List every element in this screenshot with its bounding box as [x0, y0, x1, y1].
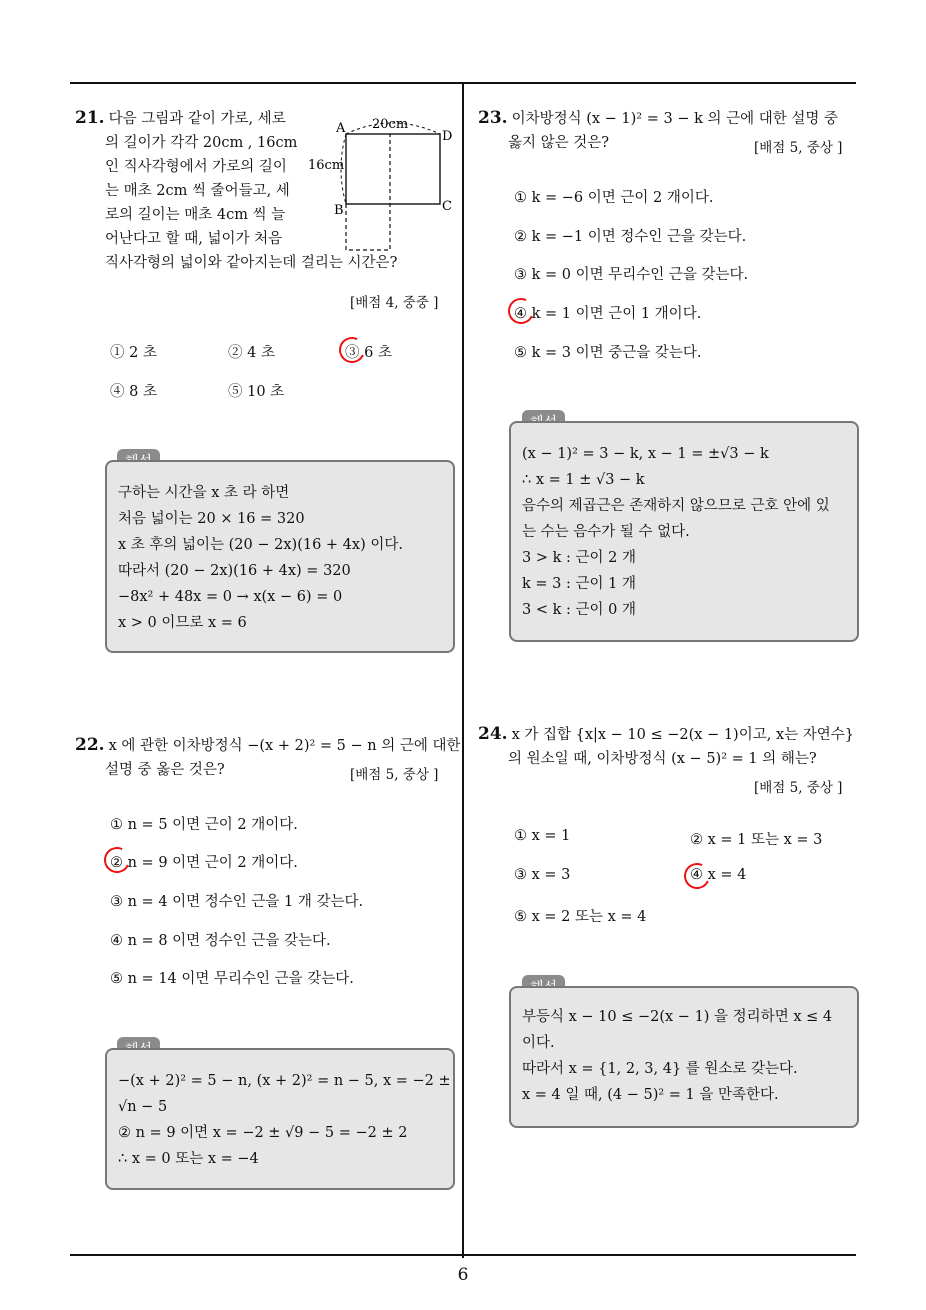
question-number: 23. [478, 108, 508, 128]
choice-1[interactable]: ① 2 초 [110, 345, 157, 361]
choice-5[interactable]: ⑤ 10 초 [228, 384, 285, 400]
choice-2[interactable]: ② n = 9 이면 근이 2 개이다. [110, 855, 298, 871]
choice-4[interactable]: ④ n = 8 이면 정수인 근을 갖는다. [110, 933, 331, 949]
question-22: 22. x 에 관한 이차방정식 −(x + 2)² = 5 − n 의 근에 대한 설명 중 옳은 것은? [75, 735, 461, 778]
score-label: [배점 5, 중상 ] [754, 140, 843, 156]
vertex-a-label: A [336, 121, 346, 136]
choice-1[interactable]: ① n = 5 이면 근이 2 개이다. [110, 817, 298, 833]
explanation-text: (x − 1)² = 3 − k, x − 1 = ±√3 − k ∴ x = 1 ± √3 − k 음수의 제곱근은 존재하지 않으므로 근호 안에 있 는 수는 음수가 될 수 없다. 3 > k : 근이 2 개 k = 3 : 근이 1 개 3 < k : 근이 0 개 [522, 446, 830, 618]
vertex-d-label: D [442, 129, 453, 144]
choice-1[interactable]: ① x = 1 [514, 828, 571, 844]
explanation-text: 구하는 시간을 x 초 라 하면 처음 넓이는 20 × 16 = 320 x 초 후의 넓이는 (20 − 2x)(16 + 4x) 이다. 따라서 (20 − 2x)(16 + 4x) = 320 −8x² + 48x = 0 → x(x − 6) = 0 x > 0 이므로 x = 6 [118, 485, 403, 631]
height-label: 16cm [308, 158, 345, 173]
choice-2[interactable]: ② k = −1 이면 정수인 근을 갖는다. [514, 229, 747, 245]
score-label: [배점 4, 중중 ] [350, 295, 439, 311]
vertex-b-label: B [334, 203, 344, 218]
score-label: [배점 5, 중상 ] [754, 780, 843, 796]
question-21: 21. 다음 그림과 같이 가로, 세로 의 길이가 각각 20cm , 16cm 인 직사각형에서 가로의 길이 는 매초 2cm 씩 줄어들고, 세 로의 길이는 매초 4cm 씩 늘 어난다고 할 때, 넓이가 처음 직사각형의 넓이와 같아지는데 걸리는 시간은? [75, 108, 398, 271]
choice-4[interactable]: ④ x = 4 [690, 867, 747, 883]
answer-circle-mark [680, 859, 713, 892]
column-divider [462, 82, 464, 1258]
question-number: 22. [75, 735, 105, 755]
choice-2[interactable]: ② 4 초 [228, 345, 275, 361]
choice-1[interactable]: ① k = −6 이면 근이 2 개이다. [514, 190, 714, 206]
vertex-c-label: C [442, 199, 452, 214]
choice-5[interactable]: ⑤ k = 3 이면 중근을 갖는다. [514, 345, 702, 361]
choice-4[interactable]: ④ 8 초 [110, 384, 157, 400]
explanation-text: −(x + 2)² = 5 − n, (x + 2)² = n − 5, x = −2 ± √n − 5 ② n = 9 이면 x = −2 ± √9 − 5 = −2 ± 2 ∴ x = 0 또는 x = −4 [118, 1073, 451, 1167]
choice-5[interactable]: ⑤ n = 14 이면 무리수인 근을 갖는다. [110, 971, 354, 987]
choice-2[interactable]: ② x = 1 또는 x = 3 [690, 832, 823, 848]
explanation-text: 부등식 x − 10 ≤ −2(x − 1) 을 정리하면 x ≤ 4 이다. 따라서 x = {1, 2, 3, 4} 를 원소로 갖는다. x = 4 일 때, (4 − 5)² = 1 을 만족한다. [522, 1009, 833, 1103]
choice-3[interactable]: ③ k = 0 이면 무리수인 근을 갖는다. [514, 267, 749, 283]
choice-4[interactable]: ④ k = 1 이면 근이 1 개이다. [514, 306, 702, 322]
question-number: 21. [75, 108, 105, 128]
choice-3[interactable]: ③ 6 초 [345, 345, 392, 361]
rectangle-figure [300, 112, 460, 258]
choice-3[interactable]: ③ n = 4 이면 정수인 근을 1 개 갖는다. [110, 894, 364, 910]
score-label: [배점 5, 중상 ] [350, 767, 439, 783]
question-24: 24. x 가 집합 {x|x − 10 ≤ −2(x − 1)이고, x는 자연수} 의 원소일 때, 이차방정식 (x − 5)² = 1 의 해는? [478, 724, 854, 767]
choice-5[interactable]: ⑤ x = 2 또는 x = 4 [514, 909, 647, 925]
page-number: 6 [457, 1265, 469, 1285]
question-number: 24. [478, 724, 508, 744]
choice-3[interactable]: ③ x = 3 [514, 867, 571, 883]
question-23: 23. 이차방정식 (x − 1)² = 3 − k 의 근에 대한 설명 중 옳지 않은 것은? [478, 108, 838, 151]
width-label: 20cm [372, 117, 409, 132]
